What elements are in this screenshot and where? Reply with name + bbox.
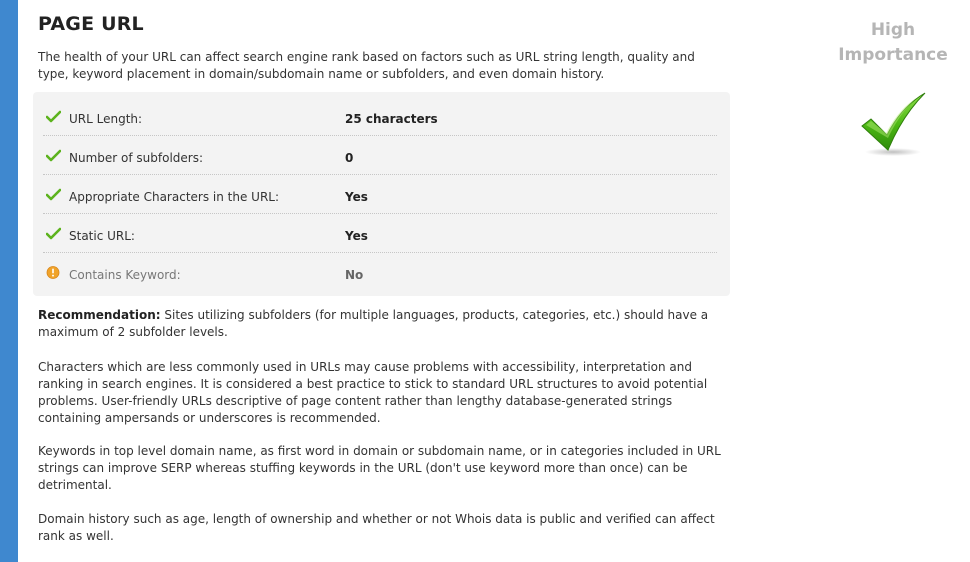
recommendation-heading: Recommendation: <box>38 308 161 322</box>
recommendation-paragraph <box>38 307 728 341</box>
check-label: Static URL: <box>69 229 135 243</box>
check-value: No <box>345 268 364 282</box>
green-check-icon <box>46 110 61 123</box>
large-green-check-icon <box>860 92 930 158</box>
check-row-static-url <box>43 213 717 253</box>
warning-icon <box>46 266 61 279</box>
recommendation-text: Sites utilizing subfolders (for multiple languages, products, categories, etc.) should have a maximum of 2 subfolder levels. <box>38 308 709 339</box>
section-intro: The health of your URL can affect search engine rank based on factors such as URL string length, quality and type, keyword placement in domain/subdomain name or subfolders, and even domain history. <box>38 50 695 81</box>
green-check-icon <box>46 149 61 162</box>
green-check-icon <box>46 188 61 201</box>
check-label: Contains Keyword: <box>69 268 181 282</box>
checks-panel <box>33 92 730 296</box>
characters-paragraph: Characters which are less commonly used in URLs may cause problems with accessibility, interpretation and ranking in search engines. It is considered a best practice to stick to standard URL structures to avoid potential problems. User-friendly URLs descriptive of page content rather than lengthy database-generated strings containing ampersands or underscores is recommended. <box>38 360 708 425</box>
domain-history-paragraph: Domain history such as age, length of ownership and whether or not Whois data is public and verified can affect rank as well. <box>38 512 715 543</box>
section-title: PAGE URL <box>38 13 144 35</box>
check-label: URL Length: <box>69 112 143 126</box>
check-row-url-length <box>43 96 717 136</box>
importance-word: Importance <box>838 45 948 65</box>
check-value: 25 characters <box>345 112 438 126</box>
green-check-icon <box>46 227 61 240</box>
keywords-paragraph: Keywords in top level domain name, as first word in domain or subdomain name, or in categories included in URL strings can improve SERP whereas stuffing keywords in the URL (don't use keyword more than once) can be detrimental. <box>38 444 721 492</box>
check-row-appropriate-characters <box>43 174 717 214</box>
check-row-subfolders <box>43 135 717 175</box>
check-value: 0 <box>345 151 354 165</box>
check-value: Yes <box>345 229 368 243</box>
check-row-contains-keyword <box>43 252 717 291</box>
check-label: Number of subfolders: <box>69 151 204 165</box>
check-label: Appropriate Characters in the URL: <box>69 190 280 204</box>
importance-level: High <box>870 20 916 40</box>
left-accent-bar <box>0 0 18 562</box>
check-value: Yes <box>345 190 368 204</box>
importance-indicator <box>830 18 956 68</box>
